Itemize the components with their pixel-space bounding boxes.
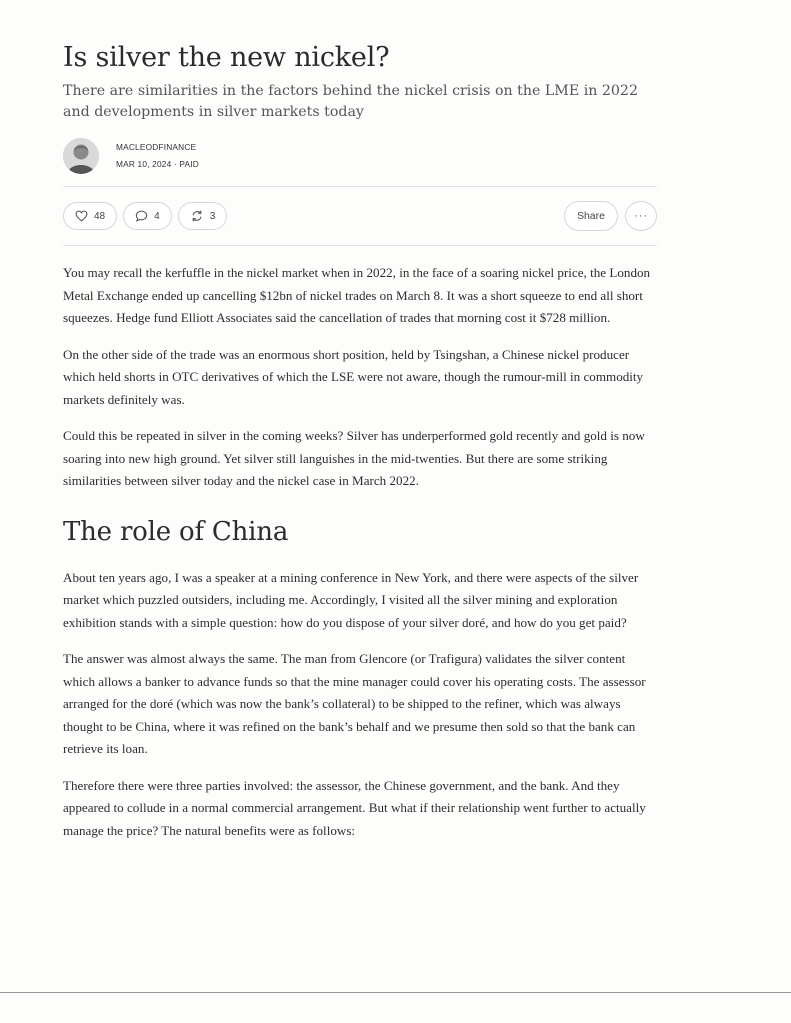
post-title: Is silver the new nickel? (63, 42, 390, 73)
restack-icon (190, 210, 204, 222)
comment-icon (135, 210, 148, 222)
author-name[interactable]: MACLEODFINANCE (116, 142, 197, 152)
post-date: MAR 10, 2024 · PAID (116, 159, 199, 169)
comment-button[interactable] (123, 202, 172, 230)
article (63, 40, 657, 856)
post-body (63, 262, 657, 842)
action-bar (63, 187, 657, 245)
heart-icon (75, 210, 88, 222)
post-subtitle: There are similarities in the factors behind the nickel crisis on the LME in 2022 and developments in silver markets today (63, 83, 638, 120)
more-options-button[interactable]: ··· (625, 201, 657, 231)
paragraph: The answer was almost always the same. The man from Glencore (or Trafigura) validates the silver content which allows a banker to advance funds so that the mine manager could cover his operating costs. The assessor arranged for the doré (which was now the bank’s collateral) to be shipped to the refiner, which was always thought to be China, where it was refined on the bank’s behalf and we presume then sold so that the bank can retrieve its loan. (63, 651, 646, 756)
author-avatar[interactable] (63, 138, 99, 174)
engagement-buttons (63, 202, 227, 230)
paragraph: You may recall the kerfuffle in the nickel market when in 2022, in the face of a soaring nickel price, the London Metal Exchange ended up cancelling $12bn of nickel trades on March 8. It was a short squeeze to end all short squeezes. Hedge fund Elliott Associates said the cancellation of trades that morning cost it $728 million. (63, 265, 651, 325)
paragraph: On the other side of the trade was an enormous short position, held by Tsingshan, a Chinese nickel producer which held shorts in OTC derivatives of which the LSE were not aware, though the rumour-mill in commodity markets definitely was. (63, 346, 644, 407)
comment-count: 4 (154, 210, 160, 222)
divider (63, 245, 657, 246)
paragraph: Could this be repeated in silver in the coming weeks? Silver has underperformed gold recently and gold is now soaring into new high ground. Yet silver still languishes in the mid-twenties. But there are some striking similarities between silver today and the nickel case in March 2022. (63, 428, 645, 488)
post-meta (116, 141, 199, 171)
restack-button[interactable] (178, 202, 228, 230)
like-button[interactable] (63, 202, 117, 230)
section-heading: The role of China (63, 516, 289, 547)
like-count: 48 (94, 210, 106, 222)
share-controls (564, 201, 657, 231)
restack-count: 3 (209, 210, 216, 222)
paragraph: About ten years ago, I was a speaker at a mining conference in New York, and there were aspects of the silver market which puzzled outsiders, including me. Accordingly, I visited all the silver mining and exploration exhibition stands with a simple question: how do you dispose of your silver doré, and how do you get paid? (63, 569, 639, 630)
page-edge-line (0, 992, 791, 993)
share-button[interactable]: Share (564, 201, 618, 231)
byline (63, 136, 657, 176)
paragraph: Therefore there were three parties involved: the assessor, the Chinese government, and the bank. And they appeared to collude in a normal commercial arrangement. But what if their relationship went further to actually manage the price? The natural benefits were as follows: (63, 777, 646, 838)
